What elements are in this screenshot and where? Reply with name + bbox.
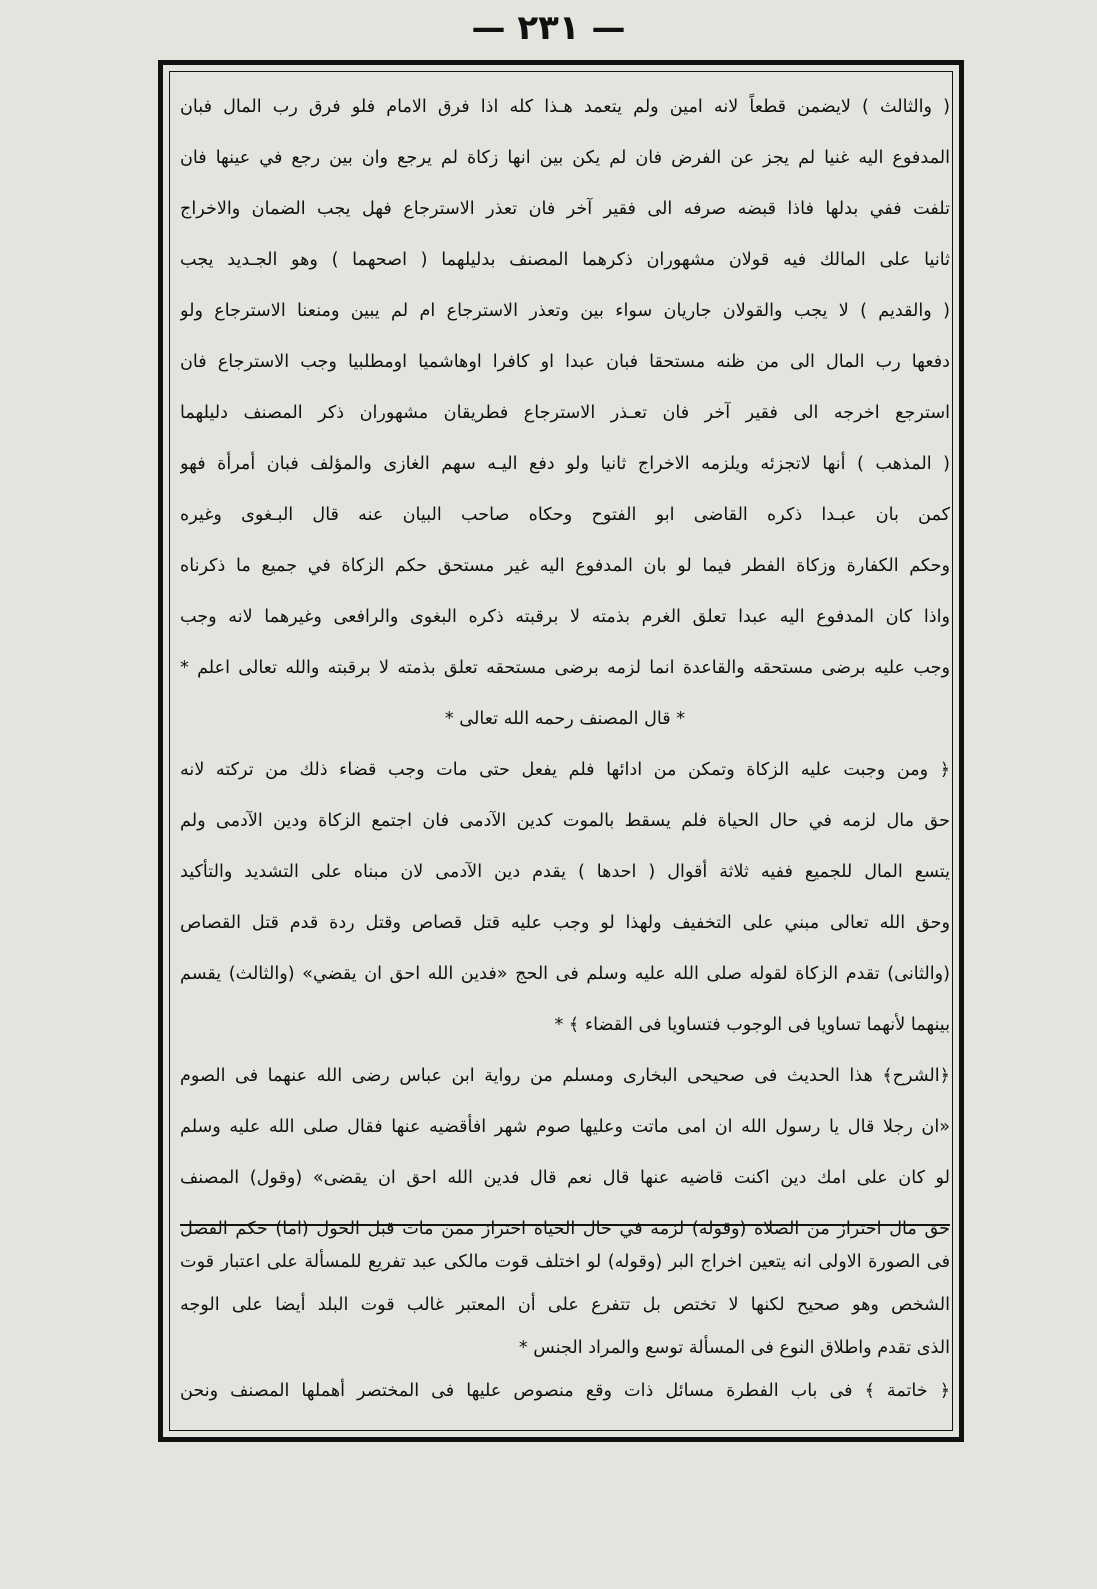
footnote-line: الشخص وهو صحيح لكنها لا تختص بل تتفرع على أن المعتبر غالب قوت البلد أيضا على الوجه	[180, 1295, 950, 1315]
text-line: «ان رجلا قال يا رسول الله ان امى ماتت وعليها صوم شهر افأقضيه عنها فقال صلى الله عليه وسلم	[180, 1117, 950, 1137]
text-line: (والثانى) تقدم الزكاة لقوله صلى الله عليه وسلم فى الحج «فدين الله احق ان يقضي» (والثالث) يقسم	[180, 964, 950, 984]
main-text-block	[180, 82, 950, 1255]
footnote-line: فى الصورة الاولى انه يتعين اخراج البر (وقوله) لو اختلف قوت مالكى عبد تفريع للمسألة على اعتبار قوت	[180, 1252, 950, 1272]
footnote-separator	[180, 1224, 950, 1226]
page-number: — ٢٣١ —	[471, 8, 626, 48]
text-line: يتسع المال للجميع ففيه ثلاثة أقوال ( احدها ) يقدم دين الآدمى لان مبناه على التشديد والتأكيد	[180, 862, 950, 882]
text-line: ﴿ ومن وجبت عليه الزكاة وتمكن من ادائها فلم يفعل حتى مات وجب قضاء ذلك من تركته لانه	[180, 760, 950, 780]
text-line: تلفت ففي بدلها فاذا قبضه صرفه الى فقير آخر فان تعذر الاسترجاع فهل يجب الضمان والاخراج	[180, 199, 950, 219]
text-line: ﴿الشرح﴾ هذا الحديث فى صحيحى البخارى ومسلم من رواية ابن عباس رضى الله عنهما فى الصوم	[180, 1066, 950, 1086]
footnote-line: ﴿ خاتمة ﴾ فى باب الفطرة مسائل ذات وقع منصوص عليها فى المختصر أهملها المصنف ونحن	[180, 1381, 950, 1401]
text-line: واذا كان المدفوع اليه عبدا تعلق الغرم بذمته لا برقبته ذكره البغوى والرافعى وغيرهما لانه وجب	[180, 607, 950, 627]
text-line: حق مال احتراز من الصلاة (وقوله) لزمه في حال الحياة احتراز ممن مات قبل الحول (اما) حكم الفصل	[180, 1219, 950, 1239]
text-line: استرجع اخرجه الى فقير آخر فان تعـذر الاسترجاع فطريقان مشهوران ذكر المصنف دليلهما	[180, 403, 950, 423]
text-line: كمن بان عبـدا ذكره القاضى ابو الفتوح وحكاه صاحب البيان عنه قال البـغوى وغيره	[180, 505, 950, 525]
text-line: بينهما لأنهما تساويا فى الوجوب فتساويا فى القضاء ﴾ *	[554, 1015, 950, 1035]
text-line: وحكم الكفارة وزكاة الفطر فيما لو بان المدفوع اليه غير مستحق حكم الزكاة في جميع ما ذكرناه	[180, 556, 950, 576]
text-line: ثانيا على المالك فيه قولان مشهوران ذكرهما المصنف بدليلهما ( اصحهما ) وهو الجـديد يجب	[180, 250, 950, 270]
text-line: وجب عليه برضى مستحقه والقاعدة انما لزمه برضى مستحقه تعلق بذمته لا برقبته والله تعالى اعلم *	[180, 658, 950, 678]
footnote-line: الذى تقدم واطلاق النوع فى المسألة توسع والمراد الجنس *	[518, 1338, 950, 1358]
footnote-block	[180, 1241, 950, 1413]
text-line: ( المذهب ) أنها لاتجزئه ويلزمه الاخراج ثانيا ولو دفع اليـه سهم الغازى والمؤلف فبان أمرأة فهو	[180, 454, 950, 474]
text-line: لو كان على امك دين اكنت قاضيه عنها قال نعم قال فدين الله احق ان يقضى» (وقول) المصنف	[180, 1168, 950, 1188]
text-line: المدفوع اليه غنيا لم يجز عن الفرض فان لم يكن بين انها زكاة لم يرجع وان بين رجع في عينها فان	[180, 148, 950, 168]
text-line: ( والقديم ) لا يجب والقولان جاريان سواء بين وتعذر الاسترجاع ام لم يبين ومنعنا الاسترجاع ولو	[180, 301, 950, 321]
text-line: حق مال لزمه في حال الحياة فلم يسقط بالموت كدين الآدمى فان اجتمع الزكاة ودين الآدمى ولم	[180, 811, 950, 831]
text-line: وحق الله تعالى مبني على التخفيف ولهذا لو وجب عليه قتل قصاص وقتل ردة قدم قتل القصاص	[180, 913, 950, 933]
section-heading: * قال المصنف رحمه الله تعالى *	[444, 709, 686, 729]
text-line: ( والثالث ) لايضمن قطعاً لانه امين ولم يتعمد هـذا كله اذا فرق الامام فلو فرق رب المال فبان	[180, 97, 950, 117]
text-line: دفعها رب المال الى من ظنه مستحقا فبان عبدا او كافرا اوهاشميا اومطلبيا وجب الاسترجاع فان	[180, 352, 950, 372]
